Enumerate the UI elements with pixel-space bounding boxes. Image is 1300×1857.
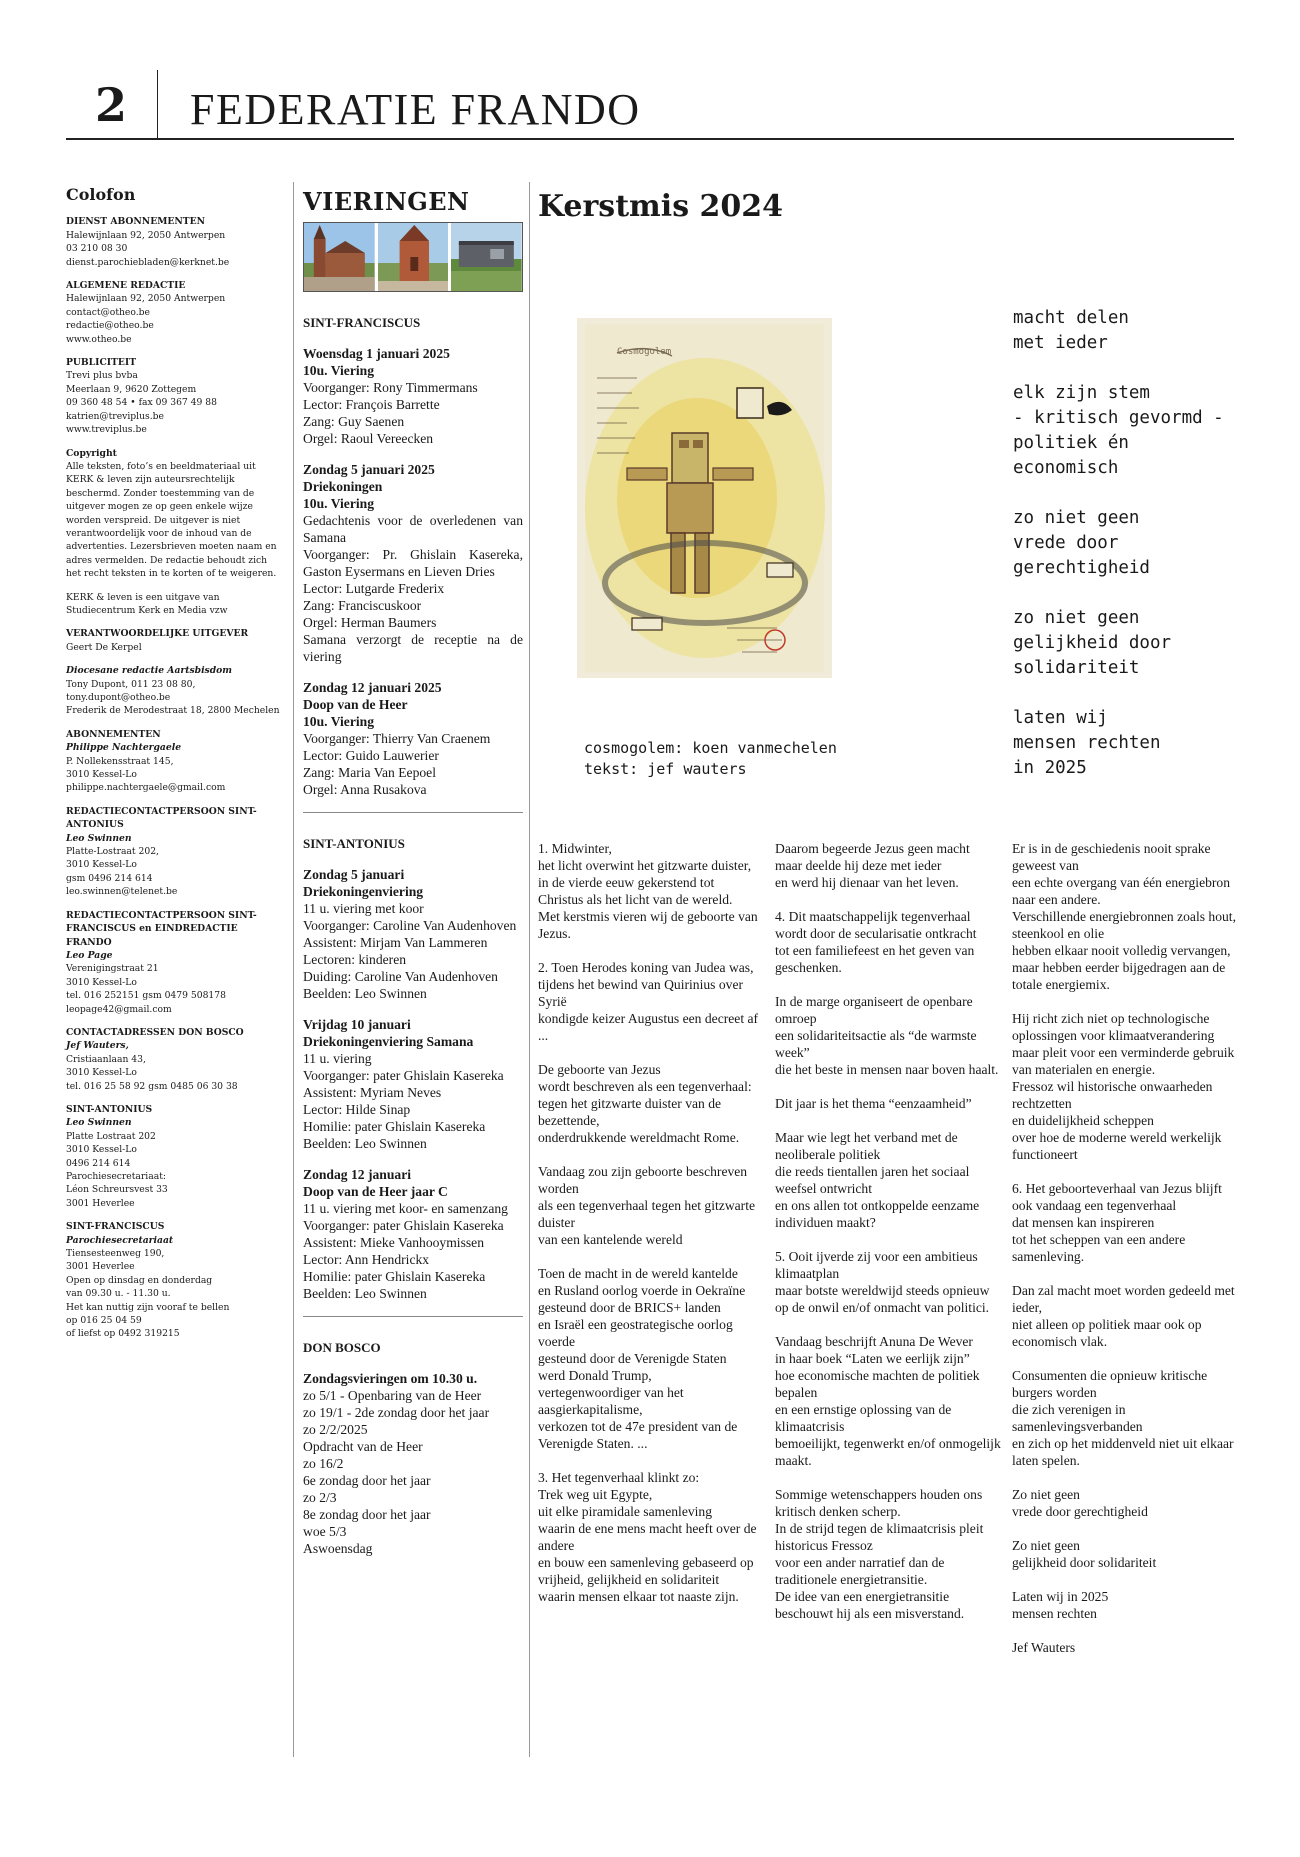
article-line: in haar boek “Laten we eerlijk zijn” [775, 1351, 970, 1366]
article-line: Jef Wauters [1012, 1640, 1076, 1655]
article-line: wordt beschreven als een tegenverhaal: [538, 1079, 752, 1094]
celebration-line: Beelden: Leo Swinnen [303, 1286, 427, 1301]
colofon-line: philippe.nachtergaele@gmail.com [66, 782, 226, 794]
poem-line: politiek én [1013, 433, 1129, 453]
poem-stanza [1013, 706, 1224, 781]
celebration-line: Voorganger: Caroline Van Audenhoven [303, 918, 517, 933]
poem-line: economisch [1013, 458, 1119, 478]
article-line: op de onwil en/of onmacht van politici. [775, 1300, 990, 1315]
article-paragraph [1012, 1588, 1238, 1622]
article-line: onderdrukkende wereldmacht Rome. [538, 1130, 740, 1145]
colofon-line: tel. 016 25 58 92 gsm 0485 06 30 38 [66, 1080, 238, 1092]
article-line: als een tegenverhaal tegen het gitzwarte duister [538, 1198, 756, 1230]
article-line: Laten wij in 2025 [1012, 1589, 1109, 1604]
church-photos [303, 222, 523, 292]
celebration-line: Zang: Guy Saenen [303, 414, 405, 429]
colofon-block-title: CONTACTADRESSEN DON BOSCO [66, 1026, 244, 1038]
colofon-block [66, 1220, 282, 1341]
celebration-entry [303, 345, 523, 447]
colofon-block-title: Copyright [66, 447, 117, 459]
poem-stanza [1013, 506, 1224, 581]
colofon-line: Alle teksten, foto’s en beeldmateriaal uit KERK & leven zijn auteursrechtelijk beschermd. Zonder toestemming van de uitgever mogen ze op geen enkele wijze worden verspreid. De uitgever is niet verantwoordelijk voor de inhoud van de advertenties. Lezersbrieven moeten naam en adres vermelden. De redactie behoudt zich het recht teksten in te korten of te weigeren. [66, 460, 277, 580]
colofon-line: gsm 0496 214 614 [66, 872, 153, 884]
artwork-caption [584, 738, 837, 780]
article-column [1012, 840, 1238, 1673]
colofon-block-subtitle: Philippe Nachtergaele [66, 742, 182, 754]
article-line: De geboorte van Jezus [538, 1062, 661, 1077]
celebration-heading: 10u. Viering [303, 496, 374, 511]
celebration-line: Zang: Franciscuskoor [303, 598, 422, 613]
poem-line: laten wij [1013, 708, 1108, 728]
article-paragraph [538, 1163, 764, 1248]
article-line: In de marge organiseert de openbare omroep [775, 994, 973, 1026]
article-line: Vandaag zou zijn geboorte beschreven worden [538, 1164, 748, 1196]
article-title: Kerstmis 2024 [538, 189, 784, 224]
celebration-line: zo 5/1 - Openbaring van de Heer [303, 1388, 482, 1403]
article-line: Er is in de geschiedenis nooit sprake geweest van [1012, 841, 1211, 873]
colofon-line: Platte-Lostraat 202, [66, 846, 159, 858]
article-paragraph [538, 1061, 764, 1146]
colofon-block-title: PUBLICITEIT [66, 357, 137, 369]
church-photo [304, 223, 375, 291]
colofon-line: Verenigingstraat 21 [66, 963, 159, 975]
colofon-line: leopage42@gmail.com [66, 1003, 172, 1015]
colofon-line: 09 360 48 54 • fax 09 367 49 88 [66, 397, 217, 409]
poem-line: gelijkheid door [1013, 633, 1172, 653]
colofon-block [66, 627, 282, 654]
celebration-line: zo 2/3 [303, 1490, 337, 1505]
colofon-block-title: ALGEMENE REDACTIE [66, 280, 186, 292]
celebration-line: woe 5/3 [303, 1524, 347, 1539]
article-line: Dit jaar is het thema “eenzaamheid” [775, 1096, 972, 1111]
celebration-line: Assistent: Myriam Neves [303, 1085, 442, 1100]
section-divider [303, 812, 523, 813]
article-line: mensen rechten [1012, 1606, 1097, 1621]
article-paragraph [538, 1469, 764, 1605]
celebration-line: Lector: Hilde Sinap [303, 1102, 411, 1117]
celebration-entry [303, 679, 523, 798]
article-paragraph [775, 1129, 1001, 1231]
article-line: vrede door gerechtigheid [1012, 1504, 1148, 1519]
parish-heading: SINT-ANTONIUS [303, 836, 405, 851]
celebration-heading: Driekoningen [303, 479, 383, 494]
article-line: maar hebben eerder bijgedragen aan de totale energiemix. [1012, 960, 1226, 992]
article-line: Dan zal macht moet worden gedeeld met ieder, [1012, 1283, 1235, 1315]
colofon-line: Open op dinsdag en donderdag [66, 1274, 213, 1286]
parish-heading: SINT-FRANCISCUS [303, 315, 421, 330]
colofon-block [66, 279, 282, 346]
celebration-heading: Doop van de Heer jaar C [303, 1184, 448, 1199]
celebration-heading: Driekoningenviering Samana [303, 1034, 474, 1049]
colofon-line: 3001 Heverlee [66, 1197, 135, 1209]
celebration-line: Homilie: pater Ghislain Kasereka [303, 1269, 486, 1284]
colofon-line: Halewijnlaan 92, 2050 Antwerpen [66, 293, 226, 305]
article-line: 2. Toen Herodes koning van Judea was, [538, 960, 754, 975]
poem-line: macht delen [1013, 308, 1129, 328]
colofon-line: KERK & leven is een uitgave van Studiecentrum Kerk en Media vzw [66, 591, 228, 616]
poem-stanza [1013, 381, 1224, 481]
article-line: en ons allen tot ontkoppelde eenzame individuen maakt? [775, 1198, 980, 1230]
colofon-block [66, 215, 282, 269]
celebration-line: Orgel: Herman Baumers [303, 615, 437, 630]
celebration-line: Gedachtenis voor de overledenen van Samana [303, 513, 523, 545]
colofon-title: Colofon [66, 185, 136, 204]
celebration-line: Lectoren: kinderen [303, 952, 407, 967]
article-line: verkozen tot de 47e president van de Verenigde Staten. ... [538, 1419, 738, 1451]
celebration-heading: Zondag 12 januari 2025 [303, 680, 442, 695]
colofon-line: tony.dupont@otheo.be [66, 692, 171, 703]
colofon-block [66, 447, 282, 581]
poem-line: zo niet geen [1013, 508, 1140, 528]
article-line: en bouw een samenleving gebaseerd op [538, 1555, 754, 1570]
article-paragraph [1012, 1010, 1238, 1163]
colofon-line: van 09.30 u. - 11.30 u. [66, 1288, 171, 1300]
caption-line: tekst: jef wauters [584, 760, 747, 778]
article-paragraph [538, 1265, 764, 1452]
vieringen-column [303, 188, 523, 1557]
article-paragraph [775, 1486, 1001, 1622]
celebration-line: Orgel: Anna Rusakova [303, 782, 427, 797]
article-line: Zo niet geen [1012, 1487, 1080, 1502]
article-line: niet alleen op politiek maar ook op economisch vlak. [1012, 1317, 1202, 1349]
section-divider [303, 1316, 523, 1317]
header-rule [66, 138, 1234, 140]
colofon-block [66, 591, 282, 618]
poem-line: zo niet geen [1013, 608, 1140, 628]
colofon-line: op 016 25 04 59 [66, 1315, 142, 1327]
colofon-block-subtitle: Leo Swinnen [66, 1117, 132, 1129]
colofon-block-title: REDACTIECONTACTPERSOON SINT-FRANCISCUS en EINDREDACTIE FRANDO [66, 909, 257, 948]
celebration-heading: Driekoningenviering [303, 884, 424, 899]
article-line: 6. Het geboorteverhaal van Jezus blijft ook vandaag een tegenverhaal [1012, 1181, 1222, 1213]
article-line: 5. Ooit ijverde zij voor een ambitieus klimaatplan [775, 1249, 978, 1281]
celebration-heading: Zondag 5 januari 2025 [303, 462, 435, 477]
article-line: hoe economische machten de politiek bepalen [775, 1368, 980, 1400]
celebration-heading: Zondagsvieringen om 10.30 u. [303, 1371, 478, 1386]
article-line: een echte overgang van één energiebron naar een andere. [1012, 875, 1231, 907]
colofon-line: P. Nollekensstraat 145, [66, 755, 174, 767]
colofon-line: 3010 Kessel-Lo [66, 1144, 137, 1156]
colofon-block-title: SINT-FRANCISCUS [66, 1221, 165, 1233]
celebration-line: Voorganger: Thierry Van Craenem [303, 731, 491, 746]
colofon-block-subtitle: Leo Swinnen [66, 832, 132, 844]
colofon-line: Tony Dupont, 011 23 08 80, [66, 678, 196, 690]
celebration-line: zo 16/2 [303, 1456, 344, 1471]
celebration-heading: 10u. Viering [303, 363, 374, 378]
article-paragraph [1012, 1639, 1238, 1656]
article-line: een solidariteitsactie als “de warmste week” [775, 1028, 977, 1060]
article-line: In de strijd tegen de klimaatcrisis pleit historicus Fressoz [775, 1521, 984, 1553]
article-paragraph [1012, 1180, 1238, 1265]
article-line: die reeds tientallen jaren het sociaal weefsel ontwricht [775, 1164, 970, 1196]
celebration-entry [303, 461, 523, 665]
colofon-line: of liefst op 0492 319215 [66, 1328, 180, 1340]
colofon-line: 03 210 08 30 [66, 243, 128, 255]
colofon-line: Cristiaanlaan 43, [66, 1053, 146, 1065]
article-line: en duidelijkheid scheppen [1012, 1113, 1154, 1128]
article-line: waarin de ene mens macht heeft over de andere [538, 1521, 757, 1553]
article-line: waarin mensen elkaar tot naaste zijn. [538, 1589, 739, 1604]
article-line: Sommige wetenschappers houden ons kritisch denken scherp. [775, 1487, 983, 1519]
colofon-line: Het kan nuttig zijn vooraf te bellen [66, 1301, 230, 1313]
article-line: tot een familiefeest en het geven van geschenken. [775, 943, 975, 975]
article-paragraph [1012, 1537, 1238, 1571]
article-line: over hoe de moderne wereld werkelijk functioneert [1012, 1130, 1222, 1162]
article-line: en Rusland oorlog voerde in Oekraïne [538, 1283, 746, 1298]
article-line: Verschillende energiebronnen zoals hout, steenkool en olie [1012, 909, 1236, 941]
celebration-line: 6e zondag door het jaar [303, 1473, 431, 1488]
celebration-line: Voorganger: pater Ghislain Kasereka [303, 1068, 504, 1083]
celebration-line: Voorganger: pater Ghislain Kasereka [303, 1218, 504, 1233]
article-paragraph [775, 840, 1001, 891]
celebration-line: Lector: Guido Lauwerier [303, 748, 439, 763]
celebration-line: Beelden: Leo Swinnen [303, 1136, 427, 1151]
poem-stanza [1013, 606, 1224, 681]
colofon-line: leo.swinnen@telenet.be [66, 886, 178, 898]
article-line: Consumenten die opnieuw kritische burgers worden [1012, 1368, 1208, 1400]
page-number: 2 [95, 78, 128, 132]
article-line: en zich op het middenveld niet uit elkaar laten spelen. [1012, 1436, 1234, 1468]
article-line: maar pleit voor een verminderde gebruik van materialen en energie. [1012, 1045, 1235, 1077]
article-line: en een ernstige oplossing van de klimaatcrisis [775, 1402, 952, 1434]
poem-line: solidariteit [1013, 658, 1140, 678]
article-line: uit elke piramidale samenleving [538, 1504, 713, 1519]
article-paragraph [775, 1333, 1001, 1469]
celebration-heading: Vrijdag 10 januari [303, 1017, 411, 1032]
colofon-block [66, 728, 282, 795]
colofon-block-subtitle: Diocesane redactie Aartsbisdom [66, 665, 233, 677]
article-line: vrijheid, gelijkheid en solidariteit [538, 1572, 720, 1587]
article-line: en werd hij dienaar van het leven. [775, 875, 959, 890]
article-line: Daarom begeerde Jezus geen macht [775, 841, 970, 856]
article-line: Met kerstmis vieren wij de geboorte van Jezus. [538, 909, 758, 941]
celebration-line: Homilie: pater Ghislain Kasereka [303, 1119, 486, 1134]
colofon-line: redactie@otheo.be [66, 320, 154, 332]
article-line: maar botste wereldwijd steeds opnieuw [775, 1283, 990, 1298]
colofon-line: www.otheo.be [66, 333, 132, 345]
colofon-block-title: ABONNEMENTEN [66, 728, 161, 740]
poem-line: vrede door [1013, 533, 1119, 553]
article-line: kondigde keizer Augustus een decreet af ... [538, 1011, 759, 1043]
celebration-heading: Zondag 5 januari [303, 867, 405, 882]
article-line: 3. Het tegenverhaal klinkt zo: [538, 1470, 700, 1485]
article-line: vertegenwoordiger van het aasgierkapitalisme, [538, 1385, 684, 1417]
colofon-block [66, 909, 282, 1016]
article-line: 4. Dit maatschappelijk tegenverhaal wordt door de secularisatie ontkracht [775, 909, 977, 941]
poem-line: in 2025 [1013, 758, 1087, 778]
celebration-line: Assistent: Mirjam Van Lammeren [303, 935, 488, 950]
celebration-line: zo 19/1 - 2de zondag door het jaar [303, 1405, 490, 1420]
article-paragraph [538, 840, 764, 942]
article-line: tot het scheppen van een andere samenleving. [1012, 1232, 1186, 1264]
poem-line: - kritisch gevormd - [1013, 408, 1224, 428]
section-title: FEDERATIE FRANDO [190, 85, 641, 134]
article-line: Zo niet geen [1012, 1538, 1080, 1553]
article-line: die het beste in mensen naar boven haalt. [775, 1062, 999, 1077]
article-line: van een kantelende wereld [538, 1232, 683, 1247]
poem-line: gerechtigheid [1013, 558, 1150, 578]
article-paragraph [775, 908, 1001, 976]
article-line: De idee van een energietransitie beschouwt hij als een misverstand. [775, 1589, 965, 1621]
colofon-line: Halewijnlaan 92, 2050 Antwerpen [66, 229, 226, 241]
article-line: en Israël een geostrategische oorlog voerde [538, 1317, 733, 1349]
article-line: het licht overwint het gitzwarte duister, [538, 858, 752, 873]
poem-line: mensen rechten [1013, 733, 1161, 753]
colofon-line: 3010 Kessel-Lo [66, 859, 137, 871]
article-paragraph [538, 959, 764, 1044]
celebration-entry [303, 1016, 523, 1152]
celebration-line: Lector: Ann Hendrickx [303, 1252, 430, 1267]
colofon-line: 3001 Heverlee [66, 1261, 135, 1273]
church-photo [451, 223, 522, 291]
colofon-block [66, 805, 282, 899]
celebration-entry [303, 1370, 523, 1557]
colofon-line: Frederik de Merodestraat 18, 2800 Mechelen [66, 705, 280, 717]
colofon-line: Trevi plus bvba [66, 370, 138, 382]
celebration-entry [303, 1166, 523, 1302]
article-line: Fressoz wil historische onwaarheden rechtzetten [1012, 1079, 1213, 1111]
article-column [775, 840, 1001, 1639]
column-divider [293, 182, 294, 1757]
colofon-block-title: REDACTIECONTACTPERSOON SINT-ANTONIUS [66, 805, 257, 831]
article-line: tegen het gitzwarte duister van de bezettende, [538, 1096, 722, 1128]
colofon-line: Meerlaan 9, 9620 Zottegem [66, 383, 197, 395]
column-divider [529, 182, 530, 1757]
article-line: Trek weg uit Egypte, [538, 1487, 653, 1502]
article-line: Vandaag beschrijft Anuna De Wever [775, 1334, 973, 1349]
colofon-line: Platte Lostraat 202 [66, 1130, 156, 1142]
article-line: tijdens het bewind van Quirinius over Syrië [538, 977, 744, 1009]
article-line: bemoeilijkt, tegenwerkt en/of onmogelijk maakt. [775, 1436, 1001, 1468]
article-line: voor een ander narratief dan de traditionele energietransitie. [775, 1555, 945, 1587]
colofon-line: 0496 214 614 [66, 1157, 131, 1169]
article-line: Hij richt zich niet op technologische oplossingen voor klimaatverandering [1012, 1011, 1215, 1043]
svg-text:Cosmogolem: Cosmogolem [617, 347, 672, 357]
article-line: gesteund door de Verenigde Staten [538, 1351, 727, 1366]
celebration-heading: Zondag 12 januari [303, 1167, 412, 1182]
article-line: gesteund door de BRICS+ landen [538, 1300, 721, 1315]
poem-stanza [1013, 306, 1224, 356]
article-paragraph [775, 1095, 1001, 1112]
celebration-line: 11 u. viering [303, 1051, 372, 1066]
colofon-line: Tiensesteenweg 190, [66, 1248, 165, 1260]
article-column [538, 840, 764, 1622]
colofon-block [66, 1103, 282, 1210]
article-line: in de vierde eeuw gekerstend tot [538, 875, 715, 890]
article-paragraph [775, 993, 1001, 1078]
colofon-block-title: VERANTWOORDELIJKE UITGEVER [66, 628, 249, 640]
celebration-line: Voorganger: Pr. Ghislain Kasereka, Gaston Eysermans en Lieven Dries [303, 547, 523, 579]
article-line: Maar wie legt het verband met de neoliberale politiek [775, 1130, 958, 1162]
poem-line: met ieder [1013, 333, 1108, 353]
vieringen-title: VIERINGEN [303, 187, 470, 216]
celebration-line: 8e zondag door het jaar [303, 1507, 431, 1522]
article-line: die zich verenigen in samenlevingsverbanden [1012, 1402, 1143, 1434]
church-photo [378, 223, 449, 291]
poem-line: elk zijn stem [1013, 383, 1150, 403]
article-line: maar deelde hij deze met ieder [775, 858, 942, 873]
colofon-line: tel. 016 252151 gsm 0479 508178 [66, 990, 226, 1002]
colofon-line: Léon Schreursvest 33 [66, 1184, 168, 1196]
parish-heading: DON BOSCO [303, 1340, 381, 1355]
celebration-heading: 10u. Viering [303, 714, 374, 729]
celebration-line: Lector: Lutgarde Frederix [303, 581, 445, 596]
article-paragraph [1012, 1367, 1238, 1469]
article-line: 1. Midwinter, [538, 841, 612, 856]
article-line: Christus als het licht van de wereld. [538, 892, 733, 907]
colofon-line: 3010 Kessel-Lo [66, 769, 137, 781]
celebration-entry [303, 866, 523, 1002]
poem [1013, 306, 1224, 806]
celebration-line: Beelden: Leo Swinnen [303, 986, 427, 1001]
colofon-block [66, 664, 282, 718]
colofon-line: 3010 Kessel-Lo [66, 976, 137, 988]
colofon-block-subtitle: Leo Page [66, 949, 113, 961]
colofon-block-title: SINT-ANTONIUS [66, 1103, 153, 1115]
header-divider [157, 70, 158, 138]
celebration-line: Assistent: Mieke Vanhooymissen [303, 1235, 484, 1250]
celebration-line: Opdracht van de Heer [303, 1439, 423, 1454]
celebration-line: Voorganger: Rony Timmermans [303, 380, 478, 395]
article-line: hebben elkaar nooit volledig vervangen, [1012, 943, 1231, 958]
colofon-line: contact@otheo.be [66, 306, 150, 318]
celebration-heading: Woensdag 1 januari 2025 [303, 346, 450, 361]
celebration-line: zo 2/2/2025 [303, 1422, 368, 1437]
colofon-block [66, 1026, 282, 1093]
colofon-block [66, 356, 282, 436]
colofon-block-title: DIENST ABONNEMENTEN [66, 216, 206, 228]
colofon-line: Parochiesecretariaat: [66, 1171, 166, 1182]
celebration-line: 11 u. viering met koor [303, 901, 424, 916]
celebration-line: Aswoensdag [303, 1541, 373, 1556]
caption-line: cosmogolem: koen vanmechelen [584, 739, 837, 757]
colofon-line: dienst.parochiebladen@kerknet.be [66, 256, 230, 268]
article-line: gelijkheid door solidariteit [1012, 1555, 1157, 1570]
cosmogolem-artwork [577, 318, 832, 678]
article-line: dat mensen kan inspireren [1012, 1215, 1155, 1230]
celebration-line: 11 u. viering met koor- en samenzang [303, 1201, 508, 1216]
colofon-line: Geert De Kerpel [66, 641, 142, 653]
colofon-block-subtitle: Jef Wauters, [66, 1040, 129, 1052]
article-paragraph [1012, 840, 1238, 993]
celebration-line: Zang: Maria Van Eepoel [303, 765, 436, 780]
colofon-block-subtitle: Parochiesecretariaat [66, 1234, 174, 1246]
article-line: Toen de macht in de wereld kantelde [538, 1266, 738, 1281]
celebration-line: Samana verzorgt de receptie na de viering [303, 632, 523, 664]
celebration-line: Lector: François Barrette [303, 397, 440, 412]
celebration-line: Orgel: Raoul Vereecken [303, 431, 434, 446]
article-line: werd Donald Trump, [538, 1368, 652, 1383]
colofon-line: 3010 Kessel-Lo [66, 1067, 137, 1079]
article-paragraph [1012, 1486, 1238, 1520]
article-paragraph [775, 1248, 1001, 1316]
celebration-line: Duiding: Caroline Van Audenhoven [303, 969, 498, 984]
article-paragraph [1012, 1282, 1238, 1350]
colofon-line: www.treviplus.be [66, 424, 147, 436]
colofon [66, 185, 282, 1351]
colofon-line: katrien@treviplus.be [66, 410, 164, 422]
celebration-heading: Doop van de Heer [303, 697, 408, 712]
